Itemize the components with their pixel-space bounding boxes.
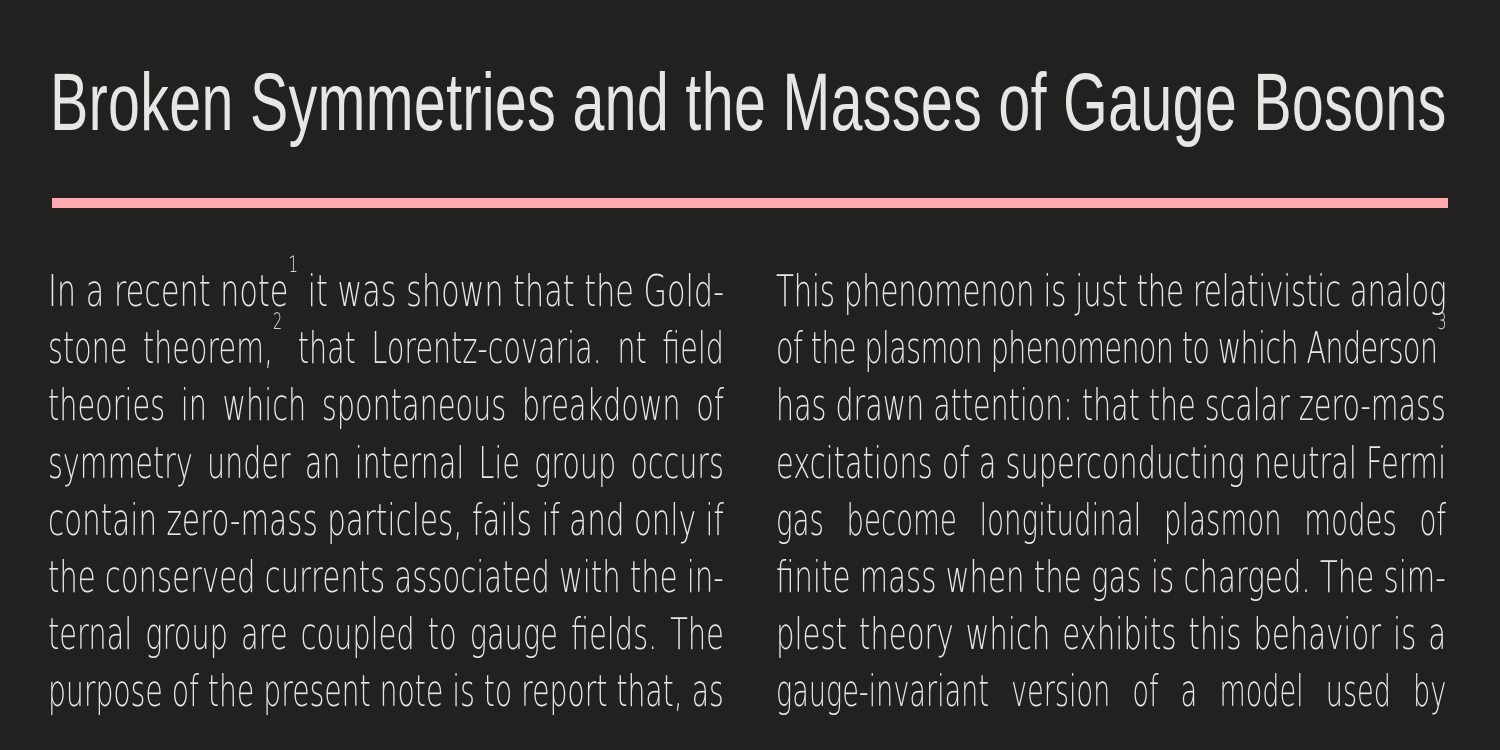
title-divider — [52, 198, 1448, 208]
right-column — [776, 266, 1446, 724]
line-text: that Lorentz-covaria. nt field — [282, 323, 724, 375]
line-content: symmetry under an internal Lie group occurs — [48, 437, 724, 489]
footnote-ref-1[interactable]: 1 — [288, 253, 298, 278]
title-text: Broken Symmetries and the Masses of Gauge Bosons — [50, 57, 1447, 148]
text-line — [776, 609, 1446, 666]
line-content: purpose of the present note is to report that, as — [48, 666, 724, 718]
line-content — [776, 310, 1446, 375]
line-content: plest theory which exhibits this behavior is a — [776, 609, 1447, 661]
text-line — [776, 495, 1446, 552]
text-line — [48, 310, 724, 380]
left-column — [48, 253, 724, 724]
text-line — [48, 380, 724, 437]
text-line — [48, 552, 724, 609]
line-content: ternal group are coupled to gauge fields. The — [48, 609, 724, 661]
line-text: it was shown that the Gold- — [297, 266, 724, 317]
line-content: the conserved currents associated with the in- — [48, 551, 724, 603]
line-content: has drawn attention: that the scalar zero-mass — [776, 380, 1446, 432]
line-content: gas become longitudinal plasmon modes of — [776, 494, 1447, 546]
line-content: theories in which spontaneous breakdown of — [48, 380, 724, 432]
text-line — [48, 253, 724, 323]
page-title — [50, 58, 1447, 148]
footnote-ref-3[interactable]: 3 — [1437, 310, 1446, 336]
footnote-ref-2[interactable]: 2 — [273, 310, 283, 336]
line-content: contain zero-mass particles, fails if and only if — [48, 494, 724, 546]
line-content: excitations of a superconducting neutral Fermi — [776, 437, 1447, 489]
text-line — [776, 438, 1446, 495]
line-text: of the plasmon phenomenon to which Anderson — [776, 323, 1438, 375]
text-line — [776, 380, 1446, 437]
text-line — [776, 552, 1446, 609]
line-content — [48, 310, 724, 375]
text-line — [48, 438, 724, 495]
text-line — [776, 666, 1446, 723]
line-content: gauge-invariant version of a model used by — [776, 666, 1447, 718]
text-line — [48, 495, 724, 552]
text-line — [776, 266, 1446, 323]
line-text: In a recent note — [48, 266, 289, 317]
line-text: stone theorem, — [48, 323, 274, 375]
text-line — [48, 609, 724, 666]
text-line — [776, 310, 1446, 380]
text-line — [48, 666, 724, 723]
line-content: finite mass when the gas is charged. The sim- — [776, 551, 1446, 603]
line-content — [48, 253, 724, 318]
line-content: This phenomenon is just the relativistic analog — [776, 266, 1447, 317]
